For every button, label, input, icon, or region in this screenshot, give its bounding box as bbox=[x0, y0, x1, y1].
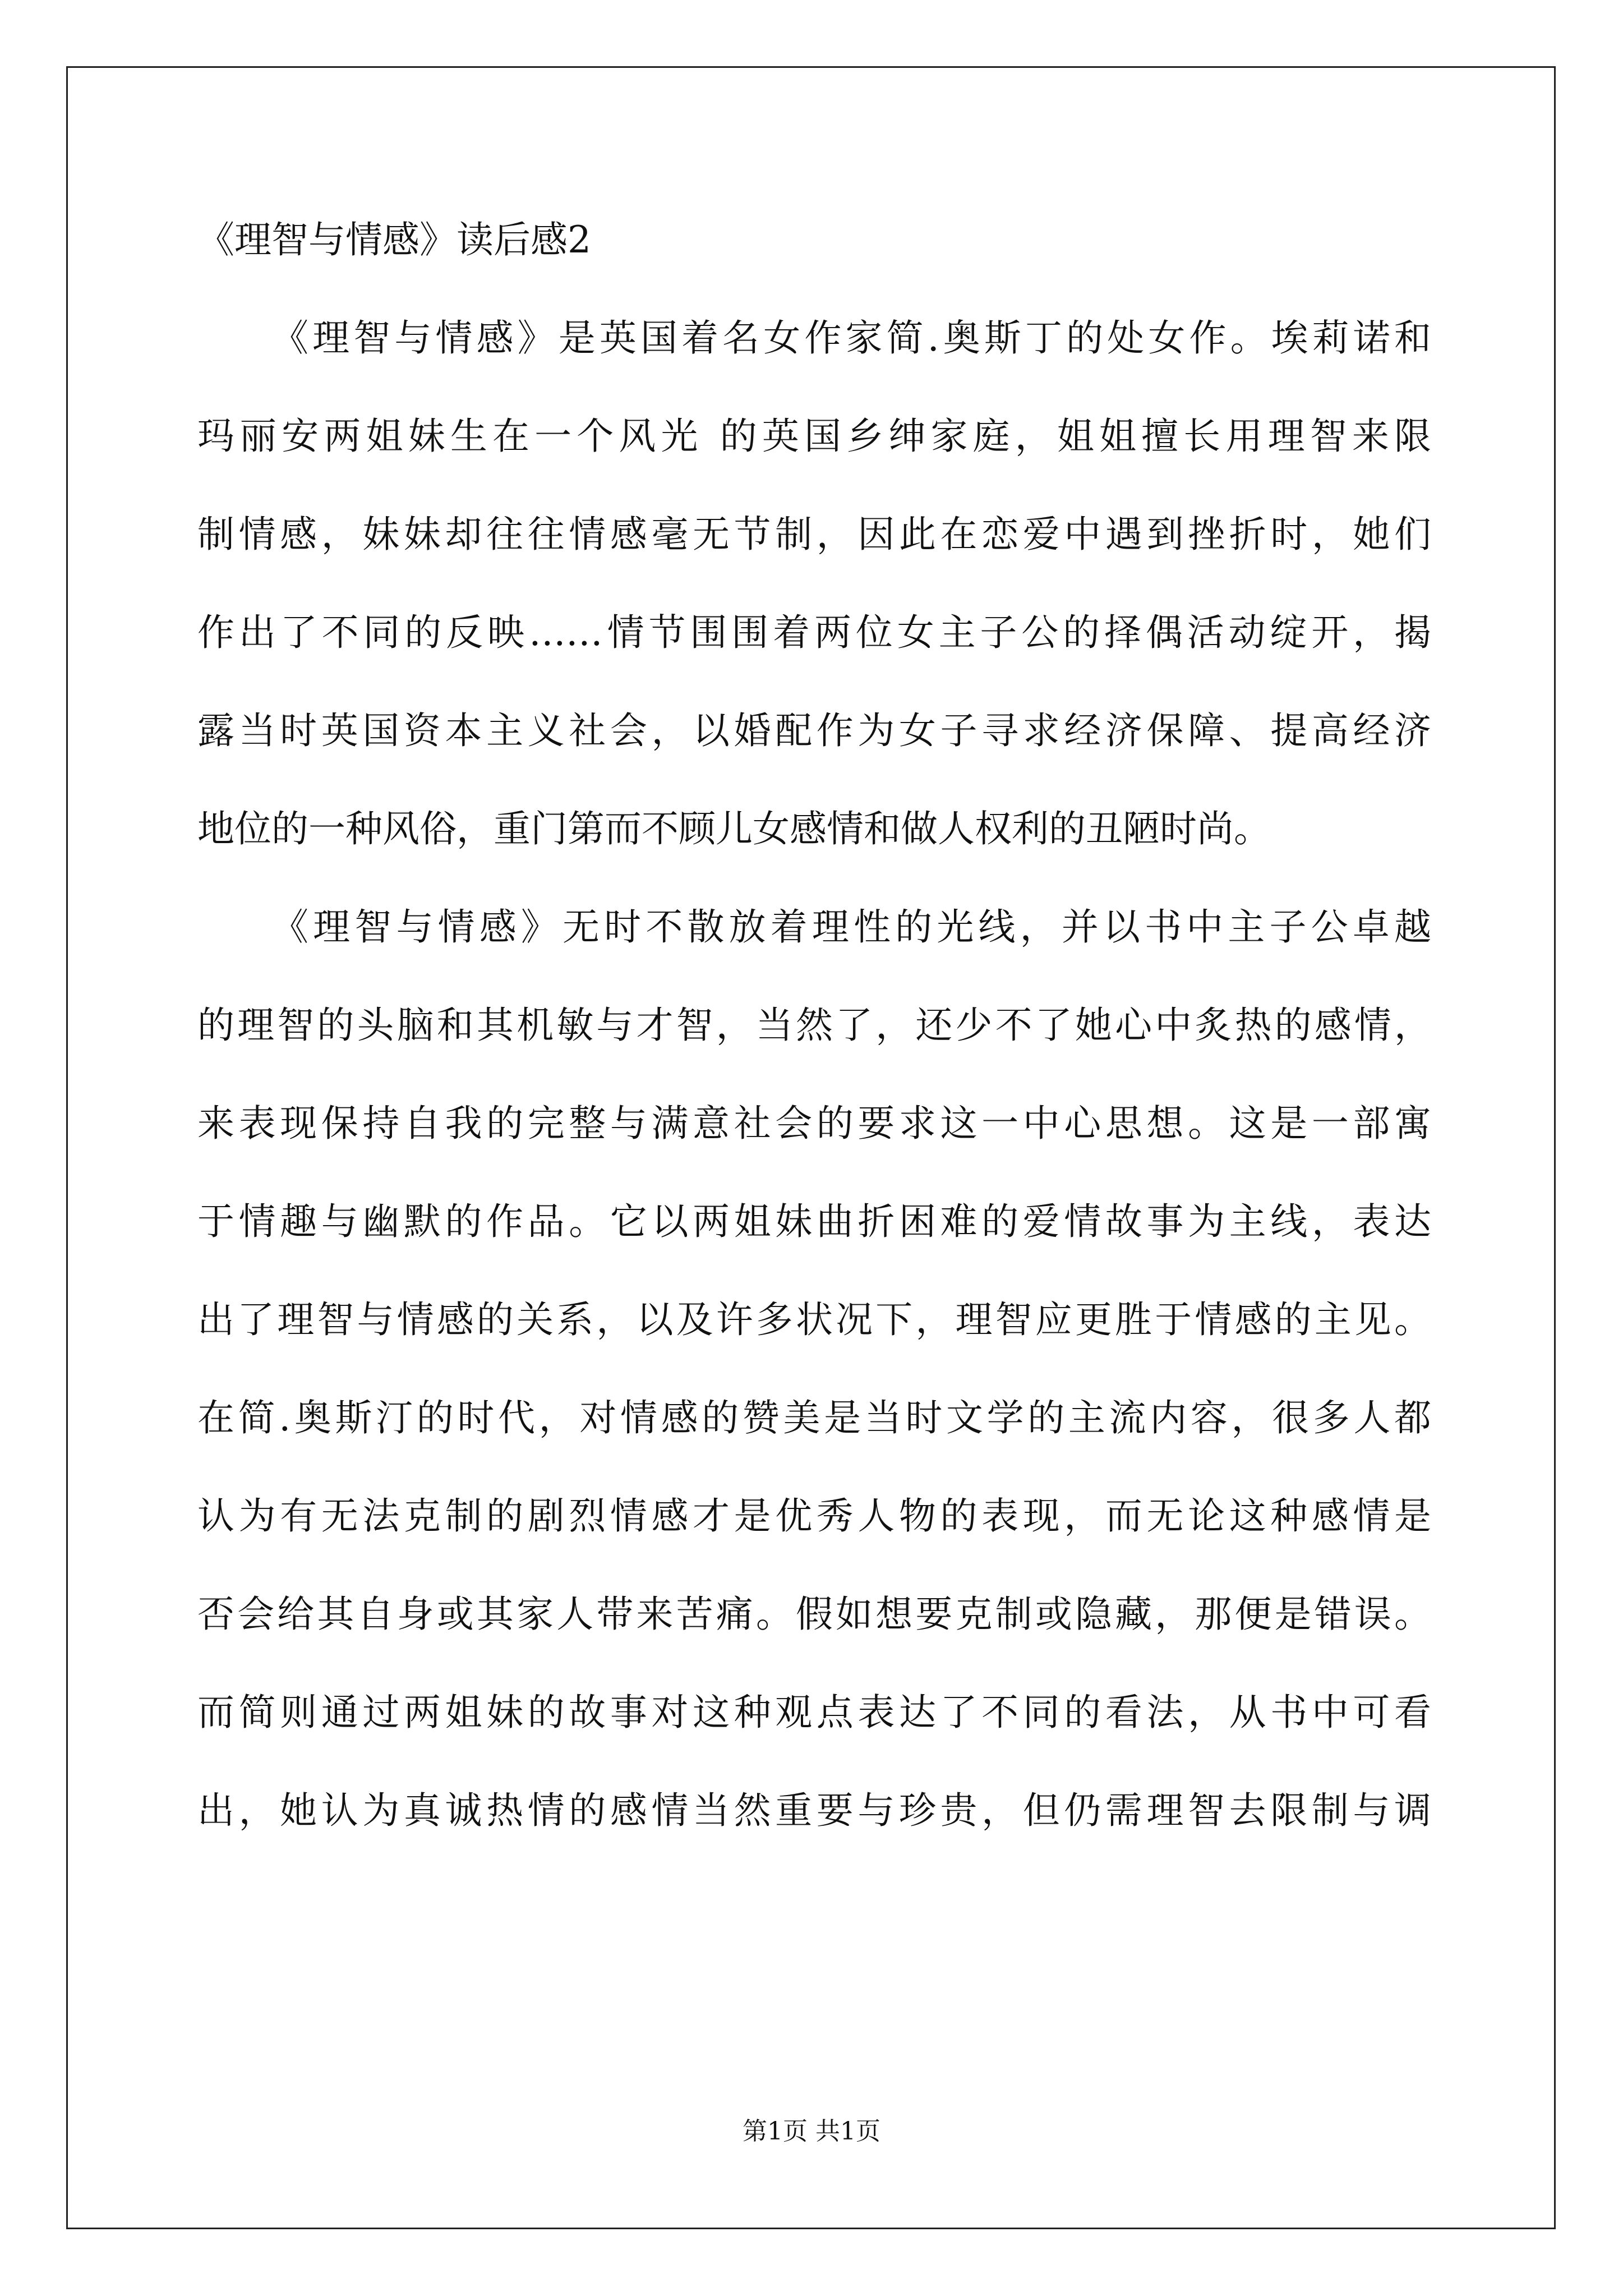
paragraph-2-line-8: 否会给其自身或其家人带来苦痛。假如想要克制或隐藏，那便是错误。 bbox=[197, 1593, 1431, 1636]
paragraph-2-line-3: 来表现保持自我的完整与满意社会的要求这一中心思想。这是一部寓 bbox=[197, 1102, 1431, 1145]
paragraph-2-line-10: 出，她认为真诚热情的感情当然重要与珍贵，但仍需理智去限制与调 bbox=[197, 1789, 1431, 1832]
paragraph-2-line-7: 认为有无法克制的剧烈情感才是优秀人物的表现，而无论这种感情是 bbox=[197, 1494, 1431, 1538]
paragraph-1-line-4: 作出了不同的反映……情节围围着两位女主子公的择偶活动绽开，揭 bbox=[197, 611, 1431, 654]
document-title: 《理智与情感》读后感2 bbox=[197, 218, 591, 261]
paragraph-2-line-5: 出了理智与情感的关系，以及许多状况下，理智应更胜于情感的主见。 bbox=[197, 1298, 1431, 1341]
paragraph-1-line-3: 制情感，妹妹却往往情感毫无节制，因此在恋爱中遇到挫折时，她们 bbox=[197, 513, 1431, 556]
paragraph-2-line-6: 在简.奥斯汀的时代，对情感的赞美是当时文学的主流内容，很多人都 bbox=[197, 1396, 1431, 1439]
paragraph-2-line-1: 《理智与情感》无时不散放着理性的光线，并以书中主子公卓越 bbox=[271, 905, 1431, 949]
paragraph-1-line-6: 地位的一种风俗，重门第而不顾儿女感情和做人权利的丑陋时尚。 bbox=[197, 807, 1271, 850]
paragraph-2-line-4: 于情趣与幽默的作品。它以两姐妹曲折困难的爱情故事为主线，表达 bbox=[197, 1200, 1431, 1243]
paragraph-1-line-5: 露当时英国资本主义社会，以婚配作为女子寻求经济保障、提高经济 bbox=[197, 709, 1431, 752]
paragraph-1-line-1: 《理智与情感》是英国着名女作家简.奥斯丁的处女作。埃莉诺和 bbox=[271, 316, 1431, 360]
page-footer: 第1页 共1页 bbox=[743, 2117, 880, 2146]
paragraph-2-line-9: 而简则通过两姐妹的故事对这种观点表达了不同的看法，从书中可看 bbox=[197, 1691, 1431, 1734]
paragraph-1-line-2: 玛丽安两姐妹生在一个风光 的英国乡绅家庭，姐姐擅长用理智来限 bbox=[197, 415, 1431, 458]
paragraph-2-line-2: 的理智的头脑和其机敏与才智，当然了，还少不了她心中炙热的感情， bbox=[197, 1004, 1431, 1047]
